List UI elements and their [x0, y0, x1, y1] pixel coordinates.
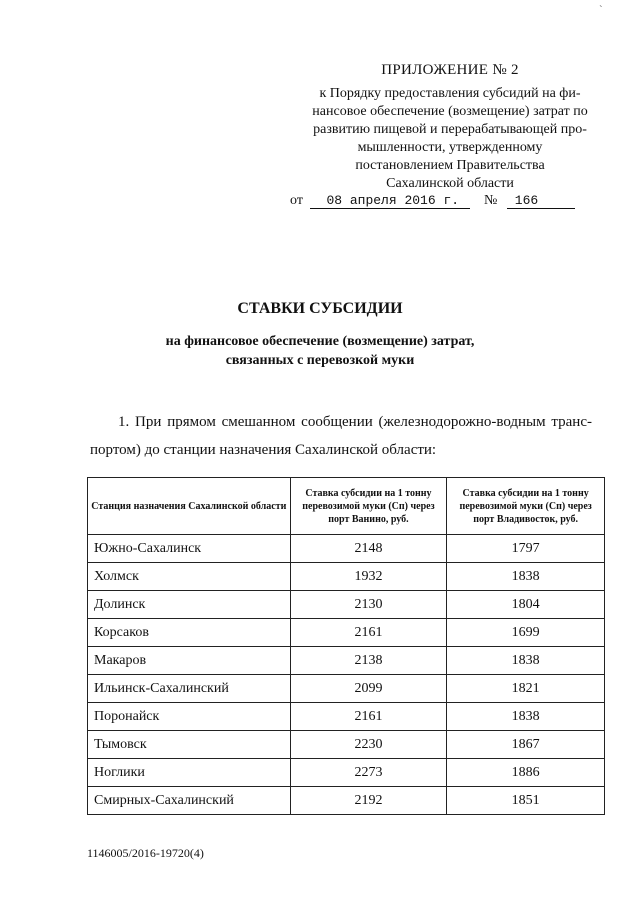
- station-cell: Макаров: [88, 647, 291, 675]
- table-row: [88, 591, 605, 619]
- vladivostok-rate-cell: 1804: [447, 591, 605, 619]
- vladivostok-rate-cell: 1699: [447, 619, 605, 647]
- corner-mark: `: [599, 4, 603, 16]
- vladivostok-rate-cell: 1797: [447, 535, 605, 563]
- vladivostok-rate-cell: 1851: [447, 787, 605, 815]
- subsidy-rates-table: [87, 477, 605, 815]
- vanino-rate-cell: 2230: [290, 731, 447, 759]
- table-header-row: [88, 478, 605, 535]
- table-row: [88, 703, 605, 731]
- table-row: [88, 675, 605, 703]
- vanino-rate-cell: 2161: [290, 703, 447, 731]
- station-cell: Корсаков: [88, 619, 291, 647]
- number-label: №: [483, 193, 498, 208]
- station-cell: Ноглики: [88, 759, 291, 787]
- vanino-rate-cell: 2273: [290, 759, 447, 787]
- station-cell: Тымовск: [88, 731, 291, 759]
- vanino-rate-cell: 2192: [290, 787, 447, 815]
- vladivostok-rate-cell: 1821: [447, 675, 605, 703]
- vladivostok-rate-cell: 1838: [447, 703, 605, 731]
- appendix-line: постановлением Правительства: [355, 158, 545, 173]
- station-cell: Поронайск: [88, 703, 291, 731]
- station-cell: Долинск: [88, 591, 291, 619]
- table-row: [88, 535, 605, 563]
- order-reference: [290, 193, 575, 209]
- table-row: [88, 731, 605, 759]
- subtitle-line: на финансовое обеспечение (возмещение) затрат,: [165, 334, 475, 349]
- vladivostok-rate-cell: 1886: [447, 759, 605, 787]
- table-row: [88, 787, 605, 815]
- order-date: 08 апреля 2016 г.: [310, 193, 470, 209]
- appendix-line: к Порядку предоставления субсидий на фи-: [319, 86, 581, 101]
- vladivostok-rate-cell: 1838: [447, 647, 605, 675]
- vladivostok-rate-cell: 1867: [447, 731, 605, 759]
- appendix-block: [285, 62, 615, 193]
- vanino-rate-cell: 2099: [290, 675, 447, 703]
- table-row: [88, 563, 605, 591]
- vanino-rate-cell: 2161: [290, 619, 447, 647]
- station-cell: Южно-Сахалинск: [88, 535, 291, 563]
- vanino-rate-cell: 2148: [290, 535, 447, 563]
- vanino-rate-cell: 2130: [290, 591, 447, 619]
- station-cell: Ильинск-Сахалинский: [88, 675, 291, 703]
- vladivostok-rate-cell: 1838: [447, 563, 605, 591]
- vanino-rate-cell: 2138: [290, 647, 447, 675]
- vanino-rate-cell: 1932: [290, 563, 447, 591]
- document-code: 1146005/2016-19720(4): [87, 846, 204, 860]
- station-cell: Холмск: [88, 563, 291, 591]
- appendix-line: нансовое обеспечение (возмещение) затрат по: [312, 104, 588, 119]
- paragraph-1: 1. При прямом смешанном сообщении (железнодорожно-водным транс-портом) до станции назначения Сахалинской области:: [90, 414, 592, 458]
- subtitle-line: связанных с перевозкой муки: [225, 353, 415, 368]
- appendix-line: мышленности, утвержденному: [357, 140, 543, 155]
- table-row: [88, 647, 605, 675]
- table-row: [88, 619, 605, 647]
- header-vladivostok-rate: Ставка субсидии на 1 тонну перевозимой муки (Сп) через порт Владивосток, руб.: [447, 478, 605, 535]
- document-title: СТАВКИ СУБСИДИИ: [237, 300, 403, 317]
- appendix-line: Сахалинской области: [386, 176, 514, 191]
- table-row: [88, 759, 605, 787]
- appendix-line: развитию пищевой и перерабатывающей про-: [313, 122, 587, 137]
- header-vanino-rate: Ставка субсидии на 1 тонну перевозимой муки (Сп) через порт Ванино, руб.: [290, 478, 447, 535]
- appendix-title: ПРИЛОЖЕНИЕ № 2: [381, 62, 519, 78]
- order-number: 166: [507, 193, 575, 209]
- document-subtitle: [0, 332, 640, 370]
- date-label: от: [290, 193, 303, 208]
- header-station: Станция назначения Сахалинской области: [88, 478, 291, 535]
- station-cell: Смирных-Сахалинский: [88, 787, 291, 815]
